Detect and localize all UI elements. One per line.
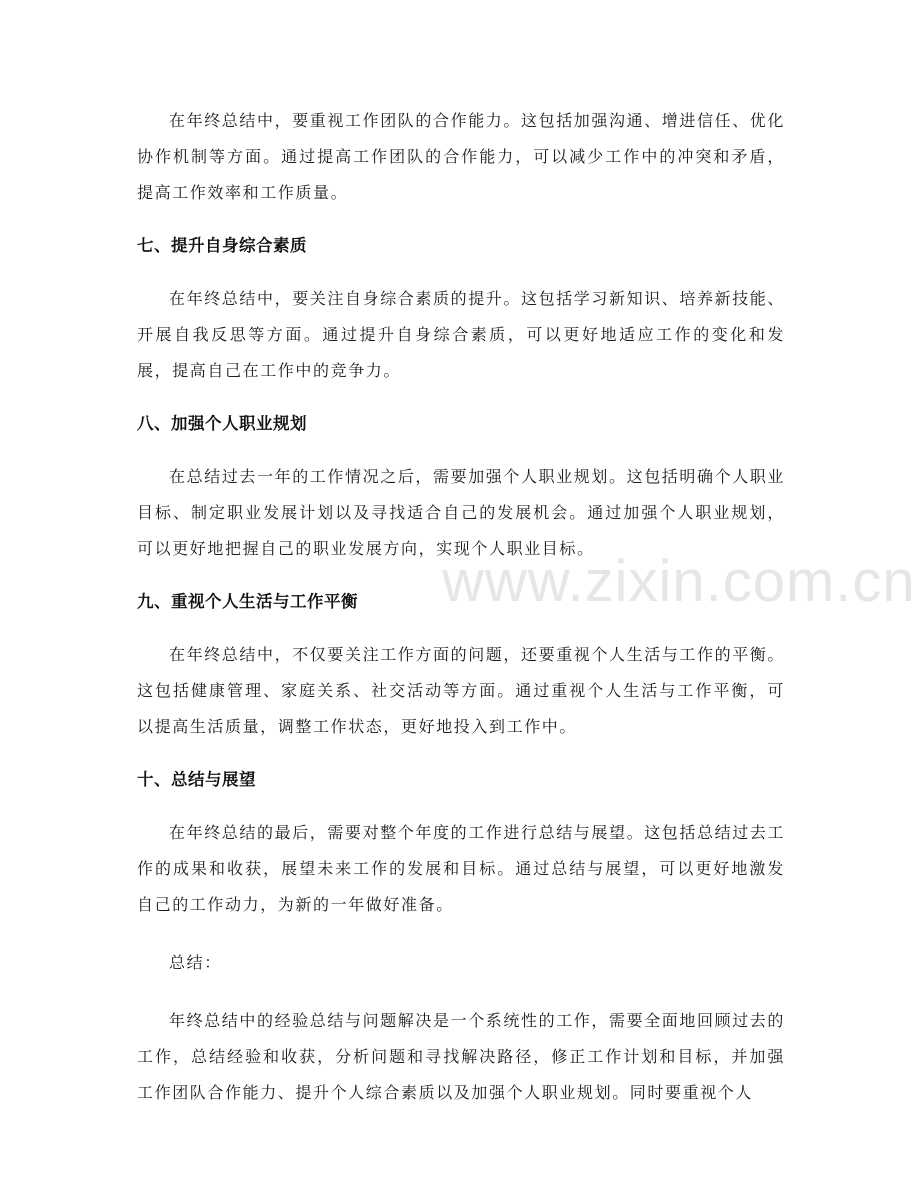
summary-paragraph: 年终总结中的经验总结与问题解决是一个系统性的工作，需要全面地回顾过去的工作，总结经验和收获，分析问题和寻找解决路径，修正工作计划和目标，并加强工作团队合作能力、提升个人综合素质以及加强个人职业规划。同时要重视个人: [137, 1011, 786, 1102]
section-body: 在年终总结的最后，需要对整个年度的工作进行总结与展望。这包括总结过去工作的成果和收获，展望未来工作的发展和目标。通过总结与展望，可以更好地激发自己的工作动力，为新的一年做好准备。: [137, 823, 786, 914]
section-body: 在年终总结中，不仅要关注工作方面的问题，还要重视个人生活与工作的平衡。这包括健康管理、家庭关系、社交活动等方面。通过重视个人生活与工作平衡，可以提高生活质量，调整工作状态，更好地投入到工作中。: [137, 645, 786, 736]
section-heading: 八、加强个人职业规划: [137, 414, 307, 433]
section-9: [137, 589, 785, 745]
section-body: 在年终总结中，要关注自身综合素质的提升。这包括学习新知识、培养新技能、开展自我反思等方面。通过提升自身综合素质，可以更好地适应工作的变化和发展，提高自己在工作中的竞争力。: [137, 289, 786, 380]
document-content: [137, 103, 785, 1111]
section-body: 在总结过去一年的工作情况之后，需要加强个人职业规划。这包括明确个人职业目标、制定职业发展计划以及寻找适合自己的发展机会。通过加强个人职业规划，可以更好地把握自己的职业发展方向，实现个人职业目标。: [137, 467, 786, 558]
section-10: [137, 767, 785, 923]
intro-paragraph: 在年终总结中，要重视工作团队的合作能力。这包括加强沟通、增进信任、优化协作机制等方面。通过提高工作团队的合作能力，可以减少工作中的冲突和矛盾，提高工作效率和工作质量。: [137, 111, 786, 202]
section-7: [137, 233, 785, 389]
watermark: www.zixin.com.cn: [442, 549, 916, 614]
summary-label: 总结：: [169, 953, 222, 972]
section-8: [137, 411, 785, 567]
section-heading: 十、总结与展望: [137, 770, 256, 789]
section-heading: 九、重视个人生活与工作平衡: [137, 592, 358, 611]
section-heading: 七、提升自身综合素质: [137, 236, 307, 255]
